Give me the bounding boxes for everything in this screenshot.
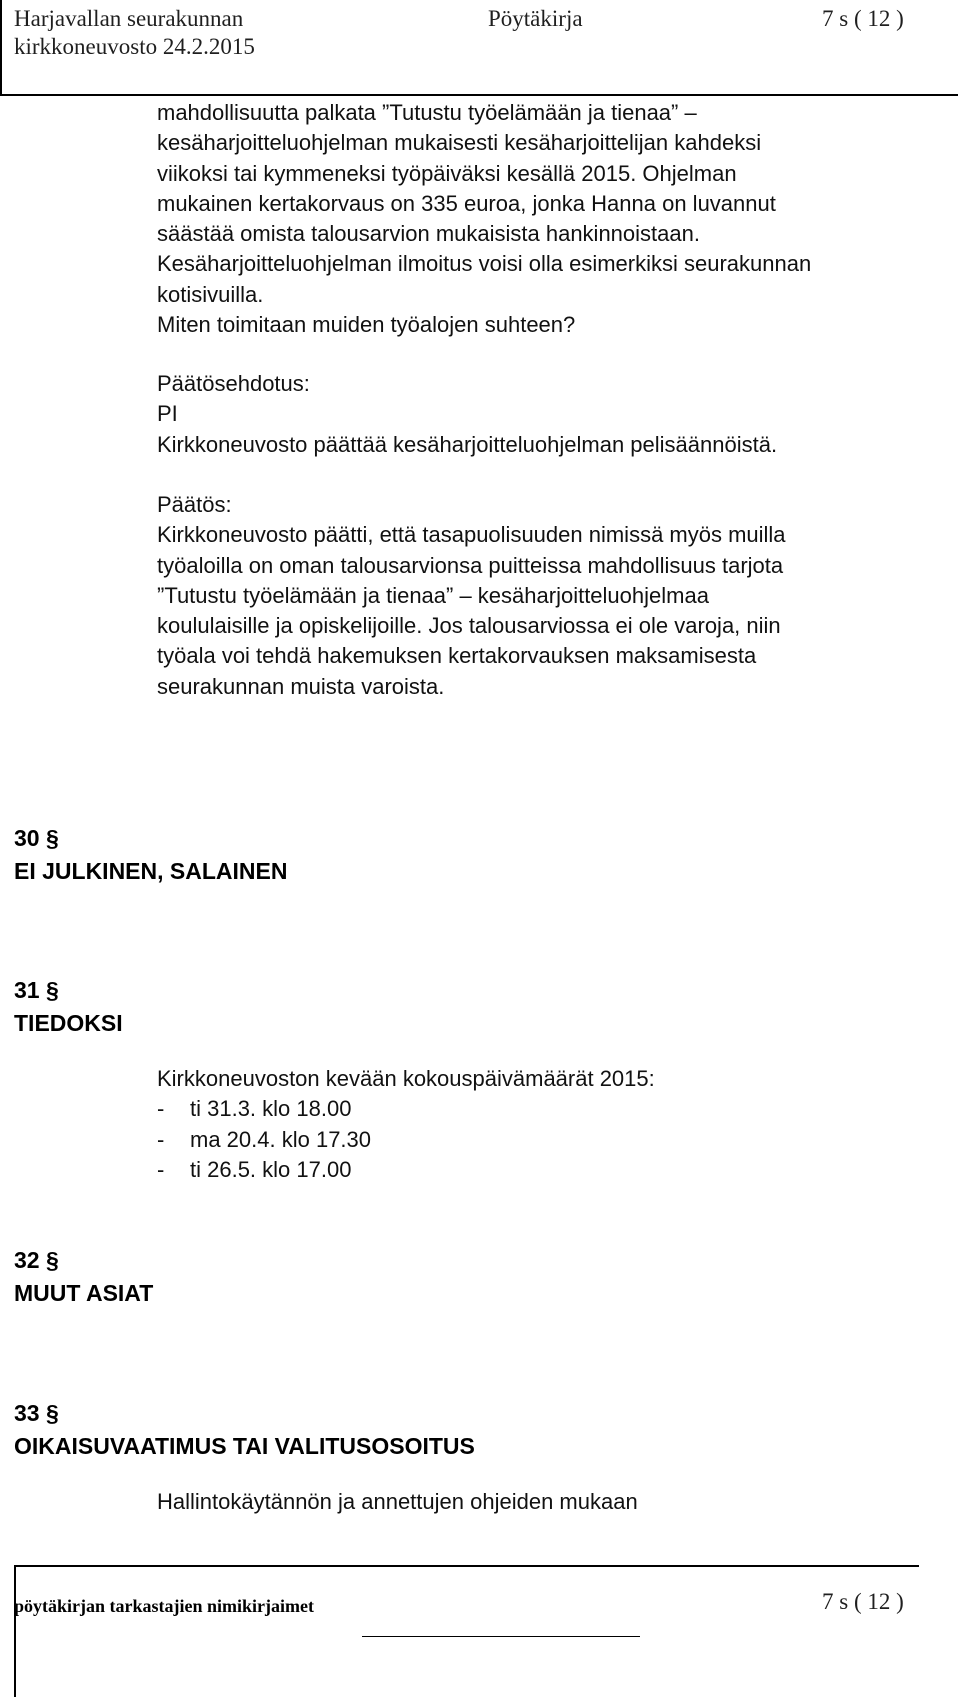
decision-line: työala voi tehdä hakemuksen kertakorvauksen maksamisesta <box>157 643 757 669</box>
header-doc-type: Pöytäkirja <box>488 6 583 31</box>
section-number: 30 <box>14 825 40 851</box>
footer-page-number: 7 s ( 12 ) <box>822 1589 904 1614</box>
section-symbol: § <box>45 1247 59 1273</box>
intro-line: mukainen kertakorvaus on 335 euroa, jonka Hanna on luvannut <box>157 190 776 216</box>
intro-line: mahdollisuutta palkata ”Tutustu työelämään ja tienaa” – <box>157 100 697 125</box>
decision-line: Kirkkoneuvosto päätti, että tasapuolisuuden nimissä myös muilla <box>157 522 786 548</box>
intro-paragraph <box>157 98 811 340</box>
footer-initials-label: pöytäkirjan tarkastajien nimikirjaimet <box>14 1596 314 1616</box>
section-title: EI JULKINEN, SALAINEN <box>14 858 288 884</box>
list-item: - ti 26.5. klo 17.00 <box>157 1155 655 1185</box>
section-title: MUUT ASIAT <box>14 1280 154 1306</box>
header-meeting: kirkkoneuvosto 24.2.2015 <box>14 34 255 59</box>
footer-left-rule <box>14 1565 16 1697</box>
intro-line: viikoksi tai kymmeneksi työpäiväksi kesällä 2015. Ohjelman <box>157 160 737 186</box>
proposal-label: Päätösehdotus: <box>157 371 310 396</box>
decision-block <box>157 490 786 702</box>
decision-line: seurakunnan muista varoista. <box>157 673 445 699</box>
section-33-heading <box>14 1397 475 1463</box>
section-title: OIKAISUVAATIMUS TAI VALITUSOSOITUS <box>14 1433 475 1459</box>
decision-line: koululaisille ja opiskelijoille. Jos talousarviossa ei ole varoja, niin <box>157 613 781 639</box>
intro-line: säästää omista talousarvion mukaisista hankinnoistaan. <box>157 221 700 247</box>
appeal-text: Hallintokäytännön ja annettujen ohjeiden mukaan <box>157 1489 638 1514</box>
header-organization: Harjavallan seurakunnan <box>14 6 244 31</box>
decision-line: ”Tutustu työelämään ja tienaa” – kesäharjoitteluohjelmaa <box>157 582 709 608</box>
header-bottom-rule <box>0 94 958 96</box>
section-symbol: § <box>45 977 59 1003</box>
intro-line: kesäharjoitteluohjelman mukaisesti kesäharjoittelijan kahdeksi <box>157 130 762 156</box>
proposal-proposer: PI <box>157 401 178 427</box>
section-number: 31 <box>14 977 40 1003</box>
meeting-dates-block <box>157 1064 655 1185</box>
intro-line: kotisivuilla. <box>157 281 264 307</box>
section-title: TIEDOKSI <box>14 1010 123 1036</box>
footer-top-rule <box>14 1565 919 1567</box>
header-page-number: 7 s ( 12 ) <box>822 6 904 31</box>
intro-line: Miten toimitaan muiden työalojen suhteen? <box>157 312 576 338</box>
section-symbol: § <box>45 1400 59 1426</box>
meeting-dates-intro: Kirkkoneuvoston kevään kokouspäivämäärät 2015: <box>157 1066 655 1091</box>
meeting-dates-list <box>157 1094 655 1185</box>
section-number: 33 <box>14 1400 40 1426</box>
section-31-heading <box>14 974 123 1040</box>
decision-label: Päätös: <box>157 492 232 517</box>
intro-line: Kesäharjoitteluohjelman ilmoitus voisi olla esimerkiksi seurakunnan <box>157 251 812 277</box>
section-number: 32 <box>14 1247 40 1273</box>
proposal-block <box>157 369 777 460</box>
list-item: - ma 20.4. klo 17.30 <box>157 1125 655 1155</box>
section-32-heading <box>14 1244 153 1310</box>
section-symbol: § <box>45 825 59 851</box>
header-left-rule <box>0 0 2 96</box>
list-item: - ti 31.3. klo 18.00 <box>157 1094 655 1124</box>
section-30-heading <box>14 822 287 888</box>
decision-line: työaloilla on oman talousarvionsa puitteissa mahdollisuus tarjota <box>157 552 784 578</box>
proposal-text: Kirkkoneuvosto päättää kesäharjoitteluohjelman pelisäännöistä. <box>157 431 778 457</box>
signature-line <box>362 1636 640 1637</box>
appeal-text-block <box>157 1487 638 1517</box>
